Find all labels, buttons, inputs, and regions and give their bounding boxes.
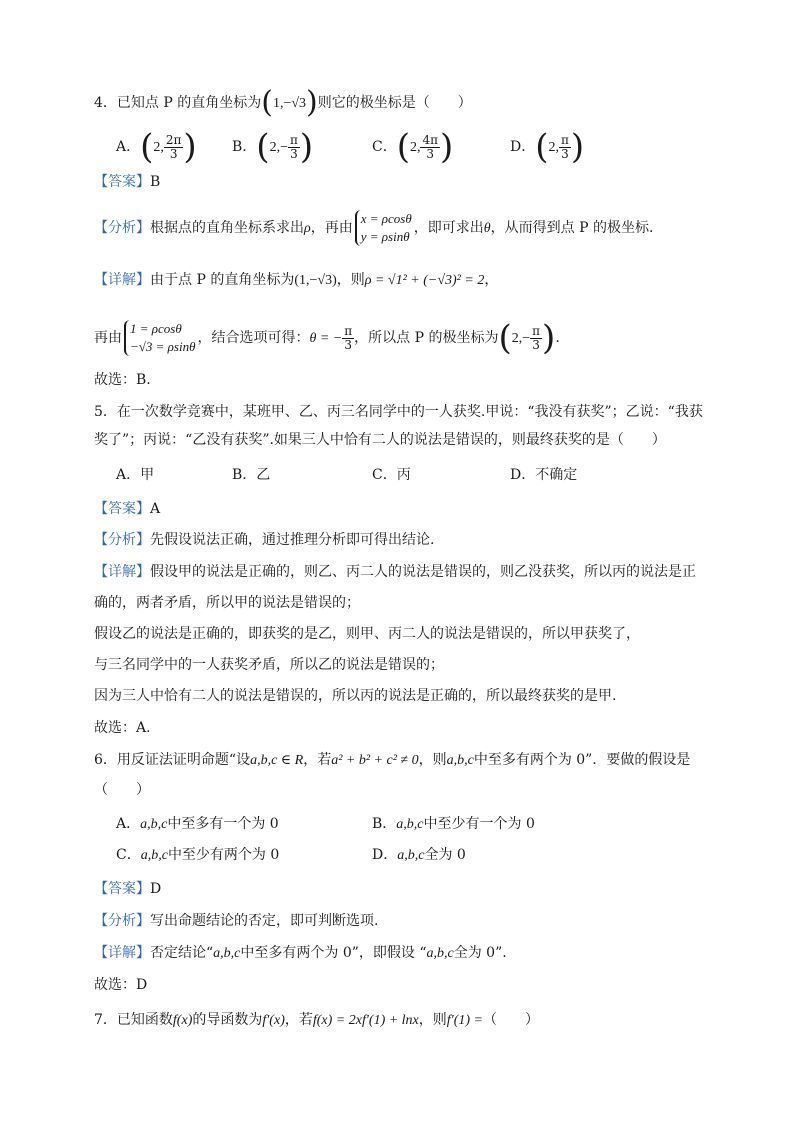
q6-stem-1: 6．用反证法证明命题“设a,b,c ∈ R，若a² + b² + c² ≠ 0，则a,b,c中至多有两个为 0”．要做的假设是 [94,752,691,768]
q4-analysis: 【分析】根据点的直角坐标系求出ρ，再由x = ρcosθ y = ρsinθ，即可求出θ，从而得到点 P 的极坐标. [94,211,654,244]
q5-stem-1: 5．在一次数学竞赛中，某班甲、乙、丙三名同学中的一人获奖.甲说：“我没有获奖”；乙说：“我获 [94,404,703,420]
q7-stem: 7．已知函数f(x)的导函数为f′(x)，若f(x) = 2xf′(1) + lnx，则f′(1) =（ ） [94,1012,540,1028]
q5-option-d: D．不确定 [510,467,578,483]
q5-option-a: A．甲 [116,467,155,483]
q4-option-a: A．(2, $\frac{2\pi}{3}$ ) [116,127,197,167]
q5-analysis: 【分析】先假设说法正确，通过推理分析即可得出结论. [94,532,435,548]
q4-choose: 故选：B. [94,372,151,388]
q4-answer: 【答案】B [94,174,161,190]
q4-detail-system: 1 = ρcosθ −√3 = ρsinθ [124,320,195,356]
q4-analysis-system: x = ρcosθ y = ρsinθ [355,210,412,246]
q4-option-b: B．(2,− $\frac{\pi}{3}$ ) [232,127,314,167]
q4-detail-2: 再由1 = ρcosθ −√3 = ρsinθ，结合选项可得：θ = − $\frac{\pi}{3}$ ，所以点 P 的极坐标为(2,− $\frac{\pi}{3}$ ). [94,318,560,358]
q6-option-d: D．a,b,c全为 0 [372,847,466,863]
q5-answer: 【答案】A [94,501,161,517]
q4-option-c: C．(2, $\frac{4\pi}{3}$ ) [372,127,454,167]
q6-option-c: C．a,b,c中至少有两个为 0 [116,847,280,863]
q4-option-d: D．(2, $\frac{\pi}{3}$ ) [510,127,585,167]
q5-choose: 故选：A. [94,720,151,736]
q5-detail-4: 与三名同学中的一人获奖矛盾，所以乙的说法是错误的； [94,657,444,673]
q5-detail-5: 因为三人中恰有二人的说法是错误的，所以丙的说法是正确的，所以最终获奖的是甲. [94,688,617,704]
q6-analysis: 【分析】写出命题结论的否定，即可判断选项. [94,913,379,929]
q5-stem-2: 奖了”；丙说：“乙没有获奖”.如果三人中恰有二人的说法是错误的，则最终获奖的是（ ） [94,432,666,448]
q6-choose: 故选：D [94,977,148,993]
q4-stem: 4．已知点 P 的直角坐标为(1,−√3)则它的极坐标是（ ） [94,85,472,120]
q6-answer: 【答案】D [94,881,162,897]
q4-detail: 【详解】由于点 P 的直角坐标为(1,−√3)，则ρ = √1² + (−√3)² = 2， [94,272,499,288]
q4-coord: 1,−√3 [272,96,307,111]
q5-option-b: B．乙 [232,467,271,483]
q5-detail-1: 【详解】假设甲的说法是正确的，则乙、丙二人的说法是错误的，则乙没获奖，所以丙的说法是正 [94,564,696,580]
q5-option-c: C．丙 [372,467,411,483]
q6-stem-2: （ ） [94,782,150,798]
q6-detail: 【详解】否定结论“a,b,c中至多有两个为 0”，即假设 “a,b,c全为 0”. [94,945,507,961]
q5-detail-2: 确的，两者矛盾，所以甲的说法是错误的； [94,595,360,611]
q6-option-a: A．a,b,c中至多有一个为 0 [116,816,279,832]
q5-detail-3: 假设乙的说法是正确的，即获奖的是乙，则甲、丙二人的说法是错误的，所以甲获奖了， [94,626,640,642]
q6-option-b: B．a,b,c中至少有一个为 0 [372,816,535,832]
